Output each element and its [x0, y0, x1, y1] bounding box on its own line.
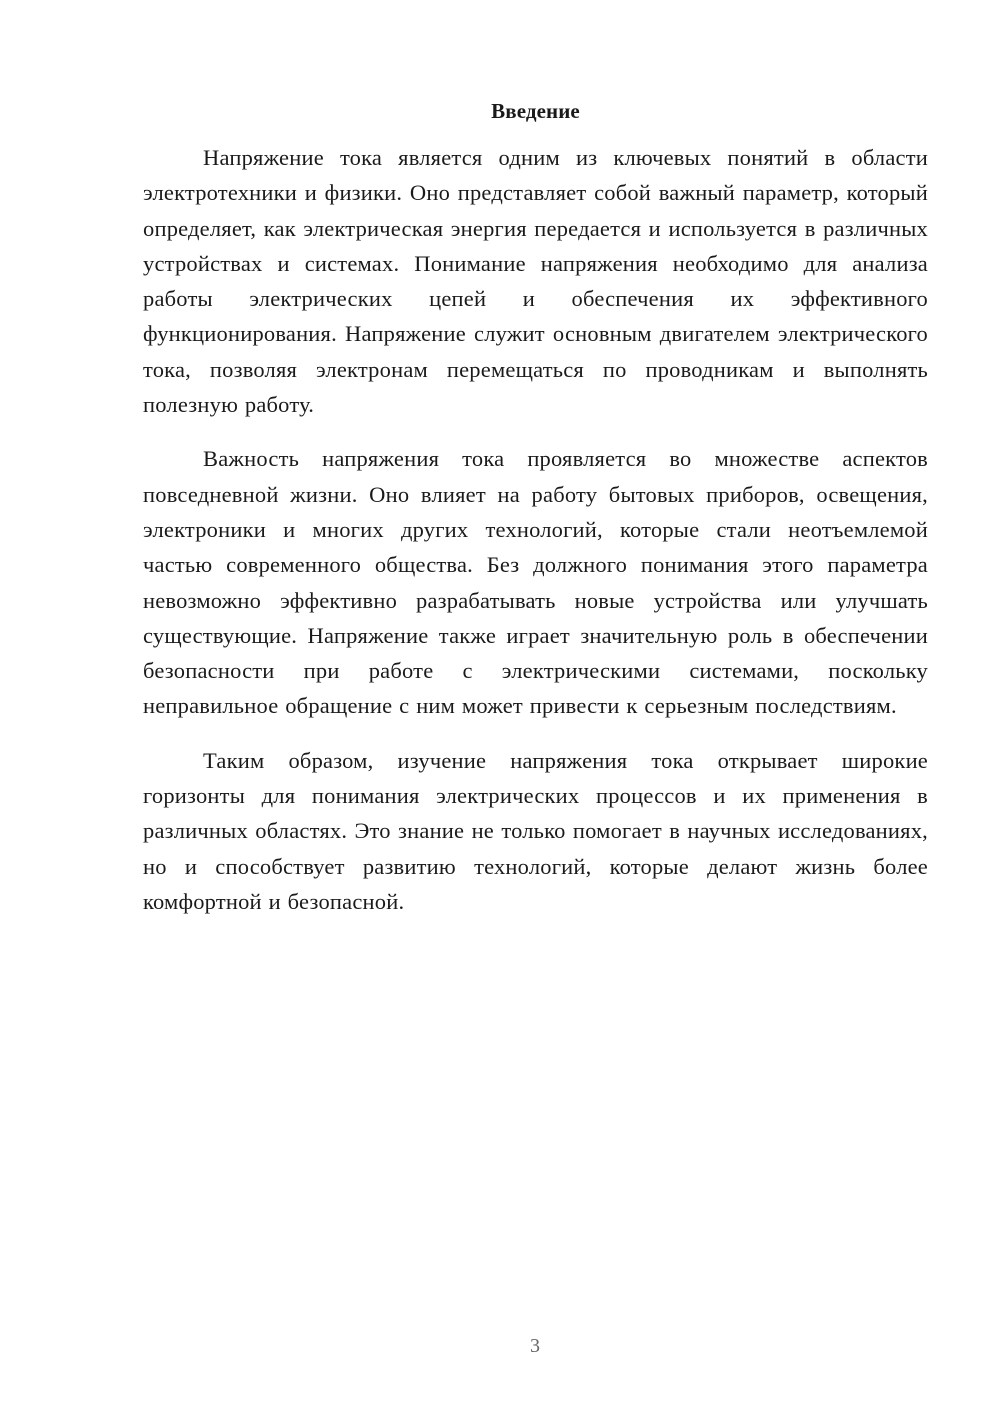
section-title: Введение	[491, 99, 580, 123]
paragraph-1: Напряжение тока является одним из ключевых понятий в области электротехники и физики. Оно представляет собой важный параметр, который определяет, как электрическая энергия передается и используется в различных устройствах и системах. Понимание напряжения необходимо для анализа работы электрических цепей и обеспечения их эффективного функционирования. Напряжение служит основным двигателем электрического тока, позволяя электронам перемещаться по проводникам и выполнять полезную работу.	[143, 145, 928, 418]
paragraph-2: Важность напряжения тока проявляется во множестве аспектов повседневной жизни. Оно влияет на работу бытовых приборов, освещения, электроники и многих других технологий, которые стали неотъемлемой частью современного общества. Без должного понимания этого параметра невозможно эффективно разрабатывать новые устройства или улучшать существующие. Напряжение также играет значительную роль в обеспечении безопасности при работе с электрическими системами, поскольку неправильное обращение с ним может привести к серьезным последствиям.	[143, 446, 928, 719]
page-content	[143, 96, 928, 938]
page-number: 3	[530, 1335, 540, 1357]
paragraph-3: Таким образом, изучение напряжения тока открывает широкие горизонты для понимания электрических процессов и их применения в различных областях. Это знание не только помогает в научных исследованиях, но и способствует развитию технологий, которые делают жизнь более комфортной и безопасной.	[143, 747, 928, 914]
